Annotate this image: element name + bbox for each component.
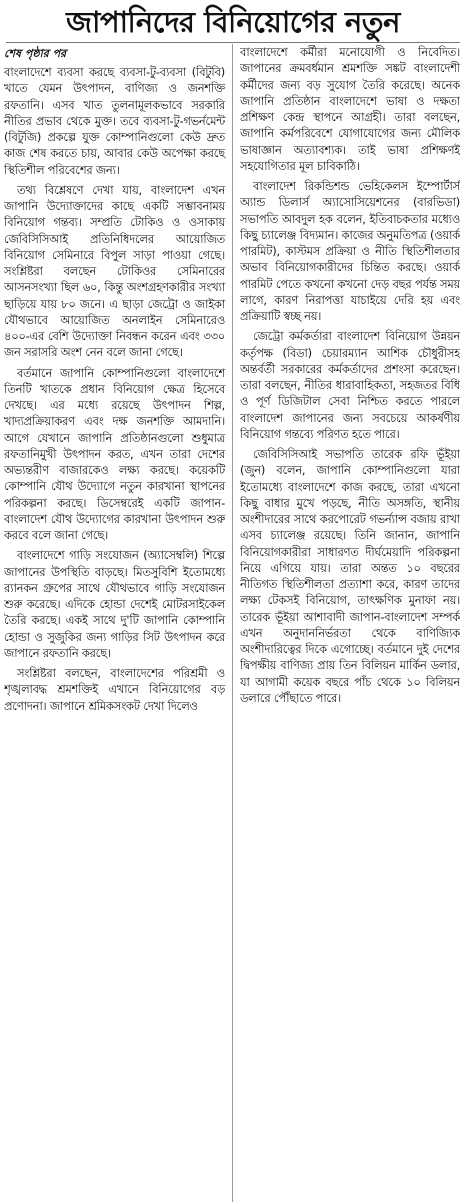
right-column (232, 44, 460, 1202)
paragraph: বাংলাদেশে কর্মীরা মনোযোগী ও নিবেদিত। জাপানের ক্রমবর্ধমান শ্রমশক্তি সঙ্কট বাংলাদেশী কর্মীদের জন্য বড় সুযোগ তৈরি করেছে। অনেক জাপানি প্রতিষ্ঠান বাংলাদেশে ভাষা ও দক্ষতা প্রশিক্ষণ কেন্দ্র স্থাপনে আগ্রহী। তারা বলছেন, জাপানি কর্মপরিবেশে যোগাযোগের জন্য মৌলিক ভাষাজ্ঞান অত্যাবশ্যক। তাই ভাষা প্রশিক্ষণই সহযোগিতার মূল চাবিকাঠি। (240, 45, 460, 173)
article-body (4, 44, 462, 1202)
headline: জাপানিদের বিনিয়োগের নতুন (6, 4, 460, 43)
paragraph: বাংলাদেশে গাড়ি সংযোজন (অ্যাসেম্বলি) শিল্পে জাপানের উপস্থিতি বাড়ছে। মিতসুবিশি ইতোমধ্যে র‌্যানকন গ্রুপের সাথে যৌথভাবে গাড়ি সংযোজন শুরু করেছে। এদিকে হোন্ডা দেশেই মোটরসাইকেল তৈরি করছে। একই সাথে দু'টি জাপানি কোম্পানি হোন্ডা ও সুজুকির জন্য গাড়ির সিট উৎপাদন করে জাপানে রফতানি করছে। (4, 548, 225, 660)
continuation-kicker: শেষ পৃষ্ঠার পর (4, 47, 67, 60)
paragraph: বাংলাদেশে ব্যবসা করছে ব্যবসা-টু-ব্যবসা (বিটুবি) খাতে যেমন উৎপাদন, বাণিজ্য ও জনশক্তি রফতানি। এসব খাত তুলনামূলকভাবে সরকারি নীতির প্রভাব থেকে মুক্ত। তবে ব্যবসা-টু-গভর্নমেন্ট (বিটুজি) প্রকল্পে যুক্ত কোম্পানিগুলো কেউ দ্রুত কাজ শেষ করতে চায়, আবার কেউ অপেক্ষা করছে স্থিতিশীল পরিবেশের জন্য। (4, 65, 225, 177)
paragraph: জেট্রো কর্মকর্তারা বাংলাদেশ বিনিয়োগ উন্নয়ন কর্তৃপক্ষ (বিডা) চেয়ারম্যান আশিক চৌধুরীসহ অন্তর্বর্তী সরকারের কর্মকর্তাদের প্রশংসা করেছেন। তারা বলছেন, নীতির ধারাবাহিকতা, সহজতর বিধি ও পূর্ণ ডিজিটাল সেবা নিশ্চিত করতে পারলে বাংলাদেশ জাপানের জন্য সবচেয়ে আকর্ষণীয় বিনিয়োগ গন্তব্যে পরিণত হতে পারে। (240, 329, 460, 441)
paragraph: বর্তমানে জাপানি কোম্পানিগুলো বাংলাদেশে তিনটি খাতকে প্রধান বিনিয়োগ ক্ষেত্র হিসেবে দেখছে। এর মধ্যে রয়েছে উৎপাদন শিল্প, খাদ্যপ্রক্রিয়াকরণ এবং দক্ষ জনশক্তি আমদানি। আগে যেখানে জাপানি প্রতিষ্ঠানগুলো শুধুমাত্র রফতানিমুখী উৎপাদন করত, এখন তারা দেশের অভ্যন্তরীণ বাজারকেও লক্ষ্য করছে। কয়েকটি কোম্পানি যৌথ উদ্যোগে নতুন কারখানা স্থাপনের পরিকল্পনা করছে। ডিসেম্বরেই একটি জাপান-বাংলাদেশ যৌথ উদ্যোগের কারখানা উৎপাদন শুরু করবে বলে জানা গেছে। (4, 365, 225, 542)
paragraph: বাংলাদেশ রিকন্ডিশন্ড ভেহিকেলস ইম্পোর্টার্স অ্যান্ড ডিলার্স অ্যাসোসিয়েশনের (বারভিডা) সভাপতি আবদুল হক বলেন, ইতিবাচকতার মধ্যেও কিছু চ্যালেঞ্জ বিদ্যমান। কাজের অনুমতিপত্র (ওয়ার্ক পারমিট), কাস্টমস প্রক্রিয়া ও নীতি স্থিতিশীলতার অভাব বিনিয়োগকারীদের চিন্তিত করছে। ওয়ার্ক পারমিট পেতে কখনো কখনো দেড় বছর পর্যন্ত সময় লাগে, কারণ নিরাপত্তা যাচাইয়ে দেরি হয় এবং প্রক্রিয়াটি স্বচ্ছ নয়। (240, 179, 460, 323)
paragraph: তথ্য বিশ্লেষণে দেখা যায়, বাংলাদেশ এখন জাপানি উদ্যোক্তাদের কাছে একটি সম্ভাবনাময় বিনিয়োগ গন্তব্য। সম্প্রতি টোকিও ও ওসাকায় জেবিসিসিআই প্রতিনিধিদলের আয়োজিত বিনিয়োগ সেমিনারে বিপুল সাড়া পাওয়া গেছে। সংশ্লিষ্টরা বলছেন টোকিওর সেমিনারের আসনসংখ্যা ছিল ৬০, কিন্তু অংশগ্রহণকারীর সংখ্যা ছাড়িয়ে যায় ৮০ জনে। এ ছাড়া জেট্রো ও জাইকা যৌথভাবে আয়োজিত অনলাইন সেমিনারেও ৪০০-এর বেশি উদ্যোক্তা নিবন্ধন করেন এবং ৩৩০ জন সরাসরি অংশ নেন বলে জানা গেছে। (4, 182, 225, 360)
left-column (4, 44, 232, 1202)
paragraph: জেবিসিসিআই সভাপতি তারেক রফি ভূঁইয়া (জুন) বলেন, জাপানি কোম্পানিগুলো যারা ইতোমধ্যে বাংলাদেশে কাজ করছে, তারা এখনো কিছু বাধার মুখে পড়ছে, নীতি অসঙ্গতি, স্থানীয় অংশীদারের সাথে করপোরেট গভর্ন্যান্স বজায় রাখা এসব চ্যালেঞ্জ রয়েছে। তিনি জানান, জাপানি বিনিয়োগকারীরা সাধারণত দীর্ঘমেয়াদি পরিকল্পনা নিয়ে এগিয়ে যায়। তারা অন্তত ১০ বছরের নীতিগত স্থিতিশীলতা প্রত্যাশা করে, কারণ তাদের লক্ষ্য টেকসই বিনিয়োগ, তাৎক্ষণিক মুনাফা নয়। তারেক ভূঁইয়া আশাবাদী জাপান-বাংলাদেশ সম্পর্ক এখন অনুদাননির্ভরতা থেকে বাণিজ্যিক অংশীদারিত্বের দিকে এগোচ্ছে। বর্তমানে দুই দেশের দ্বিপক্ষীয় বাণিজ্য প্রায় তিন বিলিয়ন মার্কিন ডলার, যা আগামী কয়েক বছরে পাঁচ থেকে ১০ বিলিয়ন ডলারে পৌঁছাতে পারে। (240, 447, 460, 705)
paragraph: সংশ্লিষ্টরা বলছেন, বাংলাদেশের পরিশ্রমী ও শৃঙ্খলাবদ্ধ শ্রমশক্তিই এখানে বিনিয়োগের বড় প্রণোদনা। জাপানে শ্রমিকসংকট দেখা দিলেও (4, 666, 225, 713)
